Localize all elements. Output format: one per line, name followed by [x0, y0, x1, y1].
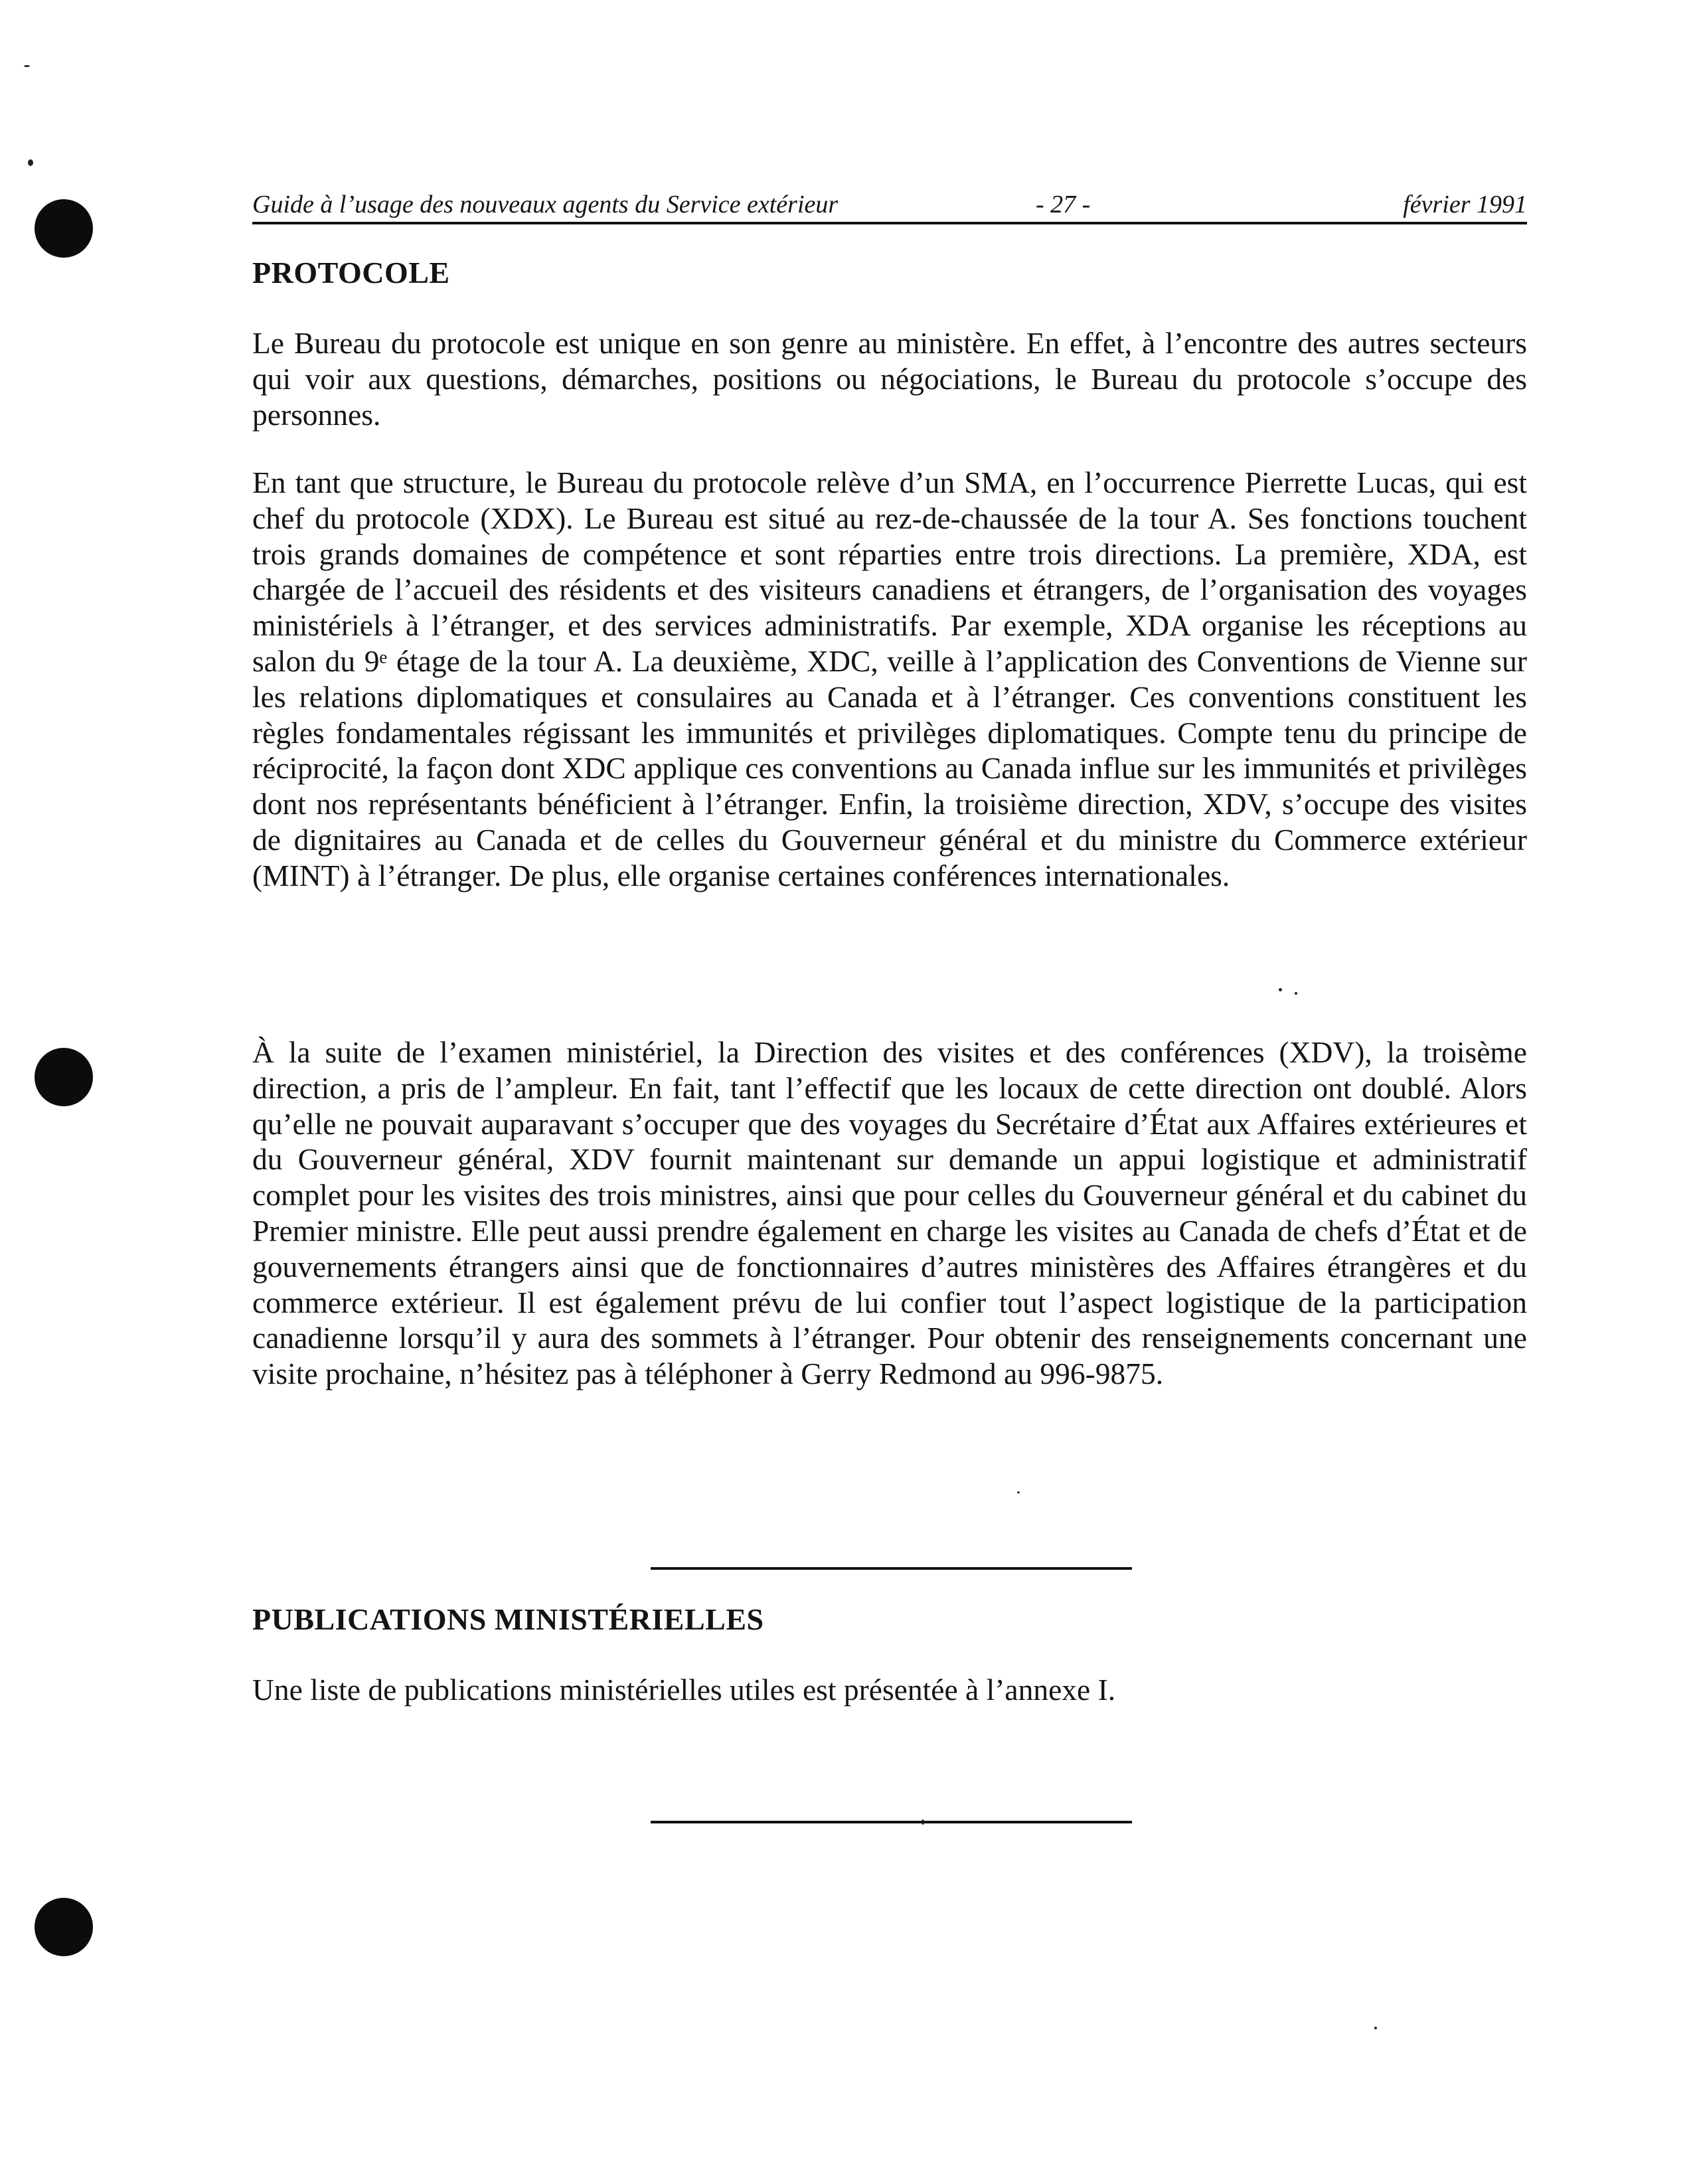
paragraph: Une liste de publications ministérielles utiles est présentée à l’annexe I. — [252, 1673, 1116, 1707]
scan-speck — [1017, 1491, 1020, 1493]
punch-hole-middle — [35, 1048, 93, 1106]
scan-speck — [1295, 992, 1297, 995]
section-heading-publications: PUBLICATIONS MINISTÉRIELLES — [252, 1602, 764, 1636]
scan-speck — [1279, 988, 1282, 991]
scan-speck — [28, 159, 33, 166]
paragraph: À la suite de l’examen ministériel, la Direction des visites et des conférences (XDV), la troisème direction, a pris de l’ampleur. En fait, tant l’effectif que les locaux de cette direction ont doublé. Alors qu’elle ne pouvait auparavant s’occuper que des voyages du Secrétaire d’État aux Affaires extérieures et du Gouverneur général, XDV fournit maintenant sur demande un appui logistique et administratif complet pour les visites des trois ministres, ainsi que pour celles du Gouverneur général et du cabinet du Premier ministre. Elle peut aussi prendre également en charge les visites au Canada de chefs d’État et de gouvernements étrangers ainsi que de fonctionnaires d’autres ministères des Affaires étrangères et du commerce extérieur. Il est également prévu de lui confier tout l’aspect logistique de la participation canadienne lorsqu’il y aura des sommets à l’étranger. Pour obtenir des renseignements concernant une visite prochaine, n’hésitez pas à téléphoner à Gerry Redmond au 996-9875. — [252, 1035, 1527, 1391]
scan-speck — [1374, 2027, 1377, 2029]
paragraph: En tant que structure, le Bureau du protocole relève d’un SMA, en l’occurrence Pierrette Lucas, qui est chef du protocole (XDX). Le Bureau est situé au rez-de-chaussée de la tour A. Ses fonctions touchent trois grands domaines de compétence et sont réparties entre trois directions. La première, XDA, est chargée de l’accueil des résidents et des visiteurs canadiens et étrangers, de l’organisation des voyages ministériels à l’étranger, et des services administratifs. Par exemple, XDA organise les réceptions au salon du 9ᵉ étage de la tour A. La deuxième, XDC, veille à l’application des Conventions de Vienne sur les relations diplomatiques et consulaires au Canada et à l’étranger. Ces conventions constituent les règles fondamentales régissant les immunités et privilèges diplomatiques. Compte tenu du principe de réciprocité, la façon dont XDC applique ces conventions au Canada influe sur les immunités et privilèges dont nos représentants bénéficient à l’étranger. Enfin, la troisième direction, XDV, s’occupe des visites de dignitaires au Canada et de celles du Gouverneur général et du ministre du Commerce extérieur (MINT) à l’étranger. De plus, elle organise certaines conférences internationales. — [252, 465, 1527, 892]
section-heading-protocole: PROTOCOLE — [252, 256, 450, 290]
section-divider — [651, 1821, 1132, 1823]
running-header — [252, 187, 1527, 224]
running-header-title: Guide à l’usage des nouveaux agents du Service extérieur — [252, 191, 839, 218]
scan-speck — [24, 65, 30, 67]
punch-hole-top — [35, 199, 93, 258]
running-header-date: février 1991 — [1403, 191, 1527, 218]
punch-hole-bottom — [35, 1898, 93, 1956]
section-divider — [651, 1567, 1132, 1570]
page-number: - 27 - — [1036, 191, 1091, 218]
paragraph: Le Bureau du protocole est unique en son genre au ministère. En effet, à l’encontre des autres secteurs qui voir aux questions, démarches, positions ou négociations, le Bureau du protocole s’occupe des personnes. — [252, 326, 1527, 432]
